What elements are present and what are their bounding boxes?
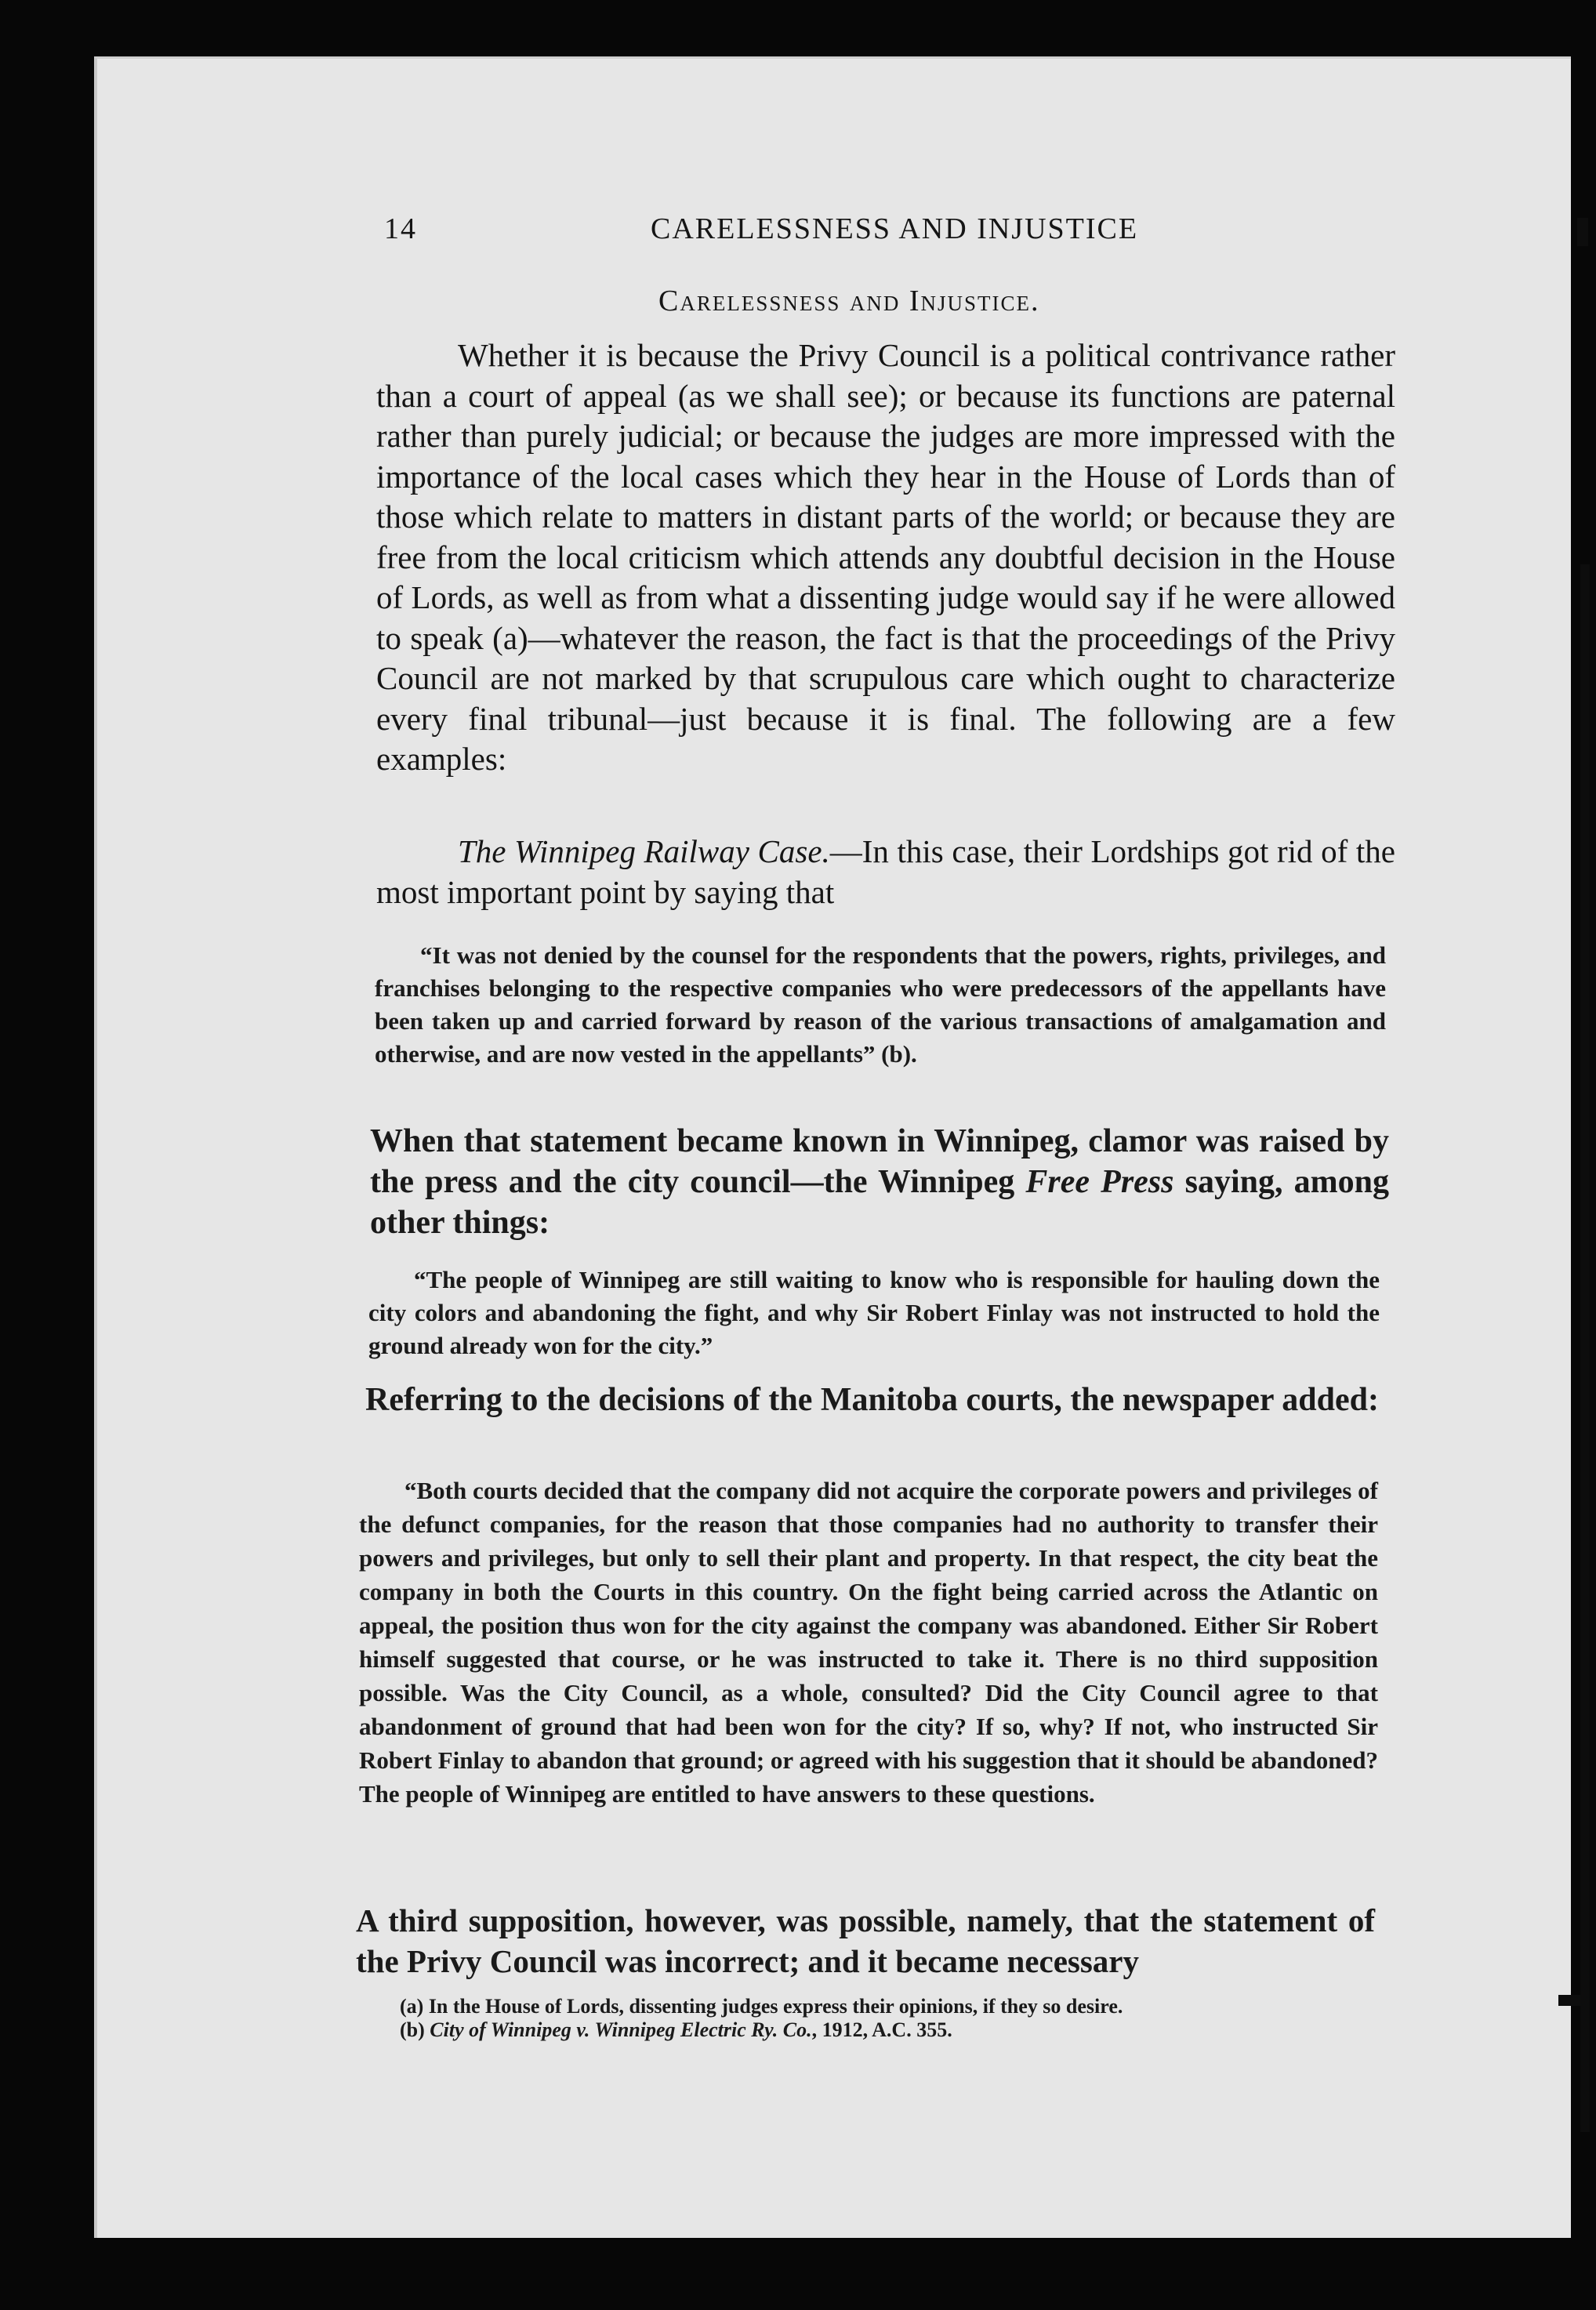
section-title: Carelessness and Injustice. [658,285,1040,317]
footnote-a: (a) In the House of Lords, dissenting judges express their opinions, if they so desire. [400,1995,1123,2018]
quote-1-block [375,939,1386,1071]
paragraph-3-end: saying, among other things: [370,1164,1390,1241]
footnote-b-label: (b) [400,2018,430,2041]
paragraph-3-block [370,1121,1389,1243]
quote-3: “Both courts decided that the company did not acquire the corporate powers and privileges of the defunct companies, for the reason that those companies had no authority to transfer their powers and privileges, but only to sell their plant and property. In that respect, the city beat the company in both the Courts in this country. On the fight being carried across the Atlantic on appeal, the position thus won for the city against the company was abandoned. Either Sir Robert himself suggested that course, or he was instructed to take it. There is no third supposition possible. Was the City Council, as a whole, consulted? Did the City Council agree to that abandonment of ground that had been won for the city? If so, why? If not, who instructed Sir Robert Finlay to abandon that ground; or agreed with his suggestion that it should be abandoned? The people of Winnipeg are entitled to have answers to these questions. [359,1477,1378,1808]
footnote-b [400,2018,1364,2042]
footnote-b-case: City of Winnipeg v. Winnipeg Electric Ry. Co. [430,2018,812,2041]
paragraph-2-rest: —In this case, their Lordships got rid of the most important point by saying that [376,833,1395,910]
footnote-b-rest: , 1912, A.C. 355. [811,2018,952,2041]
binding-edge-mark [1558,1995,1590,2006]
quote-2-block [368,1264,1380,1362]
quote-2: “The people of Winnipeg are still waiting to know who is responsible for hauling down the city colors and abandoning the fight, and why Sir Robert Finlay was not instructed to hold the ground already won for the city.” [368,1266,1380,1359]
binding-edge-mark [1577,218,1588,246]
paragraph-5: A third supposition, however, was possible, namely, that the statement of the Privy Council was incorrect; and it became necessary [356,1902,1375,1979]
quote-3-block [359,1474,1378,1811]
running-title: CARELESSNESS AND INJUSTICE [651,212,1139,245]
newspaper-name: Free Press [1025,1164,1174,1200]
paragraph-1: Whether it is because the Privy Council is a political contrivance rather than a court of appeal (as we shall see); or because its functions are paternal rather than purely judicial; or because the judges are more impressed with the importance of the local cases which they hear in the House of Lords than of those which relate to matters in distant parts of the world; or because they are free from the local criticism which attends any doubtful decision in the House of Lords, as well as from what a dissenting judge would say if he were allowed to speak (a)—whatever the reason, the fact is that the proceedings of the Privy Council are not marked by that scrupulous care which ought to characterize every final tribunal—just because it is final. The following are a few examples: [376,337,1395,777]
paragraph-4-block [365,1380,1384,1420]
footnotes [400,1995,1364,2042]
quote-1: “It was not denied by the counsel for the respondents that the powers, rights, privileges, and franchises belonging to the respective companies who were predecessors of the appellants have been taken up and carried forward by reason of the various transactions of amalgamation and otherwise, and are now vested in the appellants” (b). [375,941,1386,1068]
binding-edge-mark [1580,564,1590,2132]
paragraph-4: Referring to the decisions of the Manitoba courts, the newspaper added: [365,1382,1379,1418]
paragraph-3-start: When that statement became known in Winnipeg, clamor was raised by the press and the city council—the Winnipeg [370,1123,1389,1200]
paragraph-1-block [376,335,1395,780]
page-number: 14 [384,212,417,245]
paragraph-3 [370,1121,1389,1243]
paragraph-2 [376,831,1395,912]
paragraph-5-block [356,1900,1375,1982]
paragraph-2-block [376,831,1395,912]
case-name: The Winnipeg Railway Case. [458,833,830,869]
